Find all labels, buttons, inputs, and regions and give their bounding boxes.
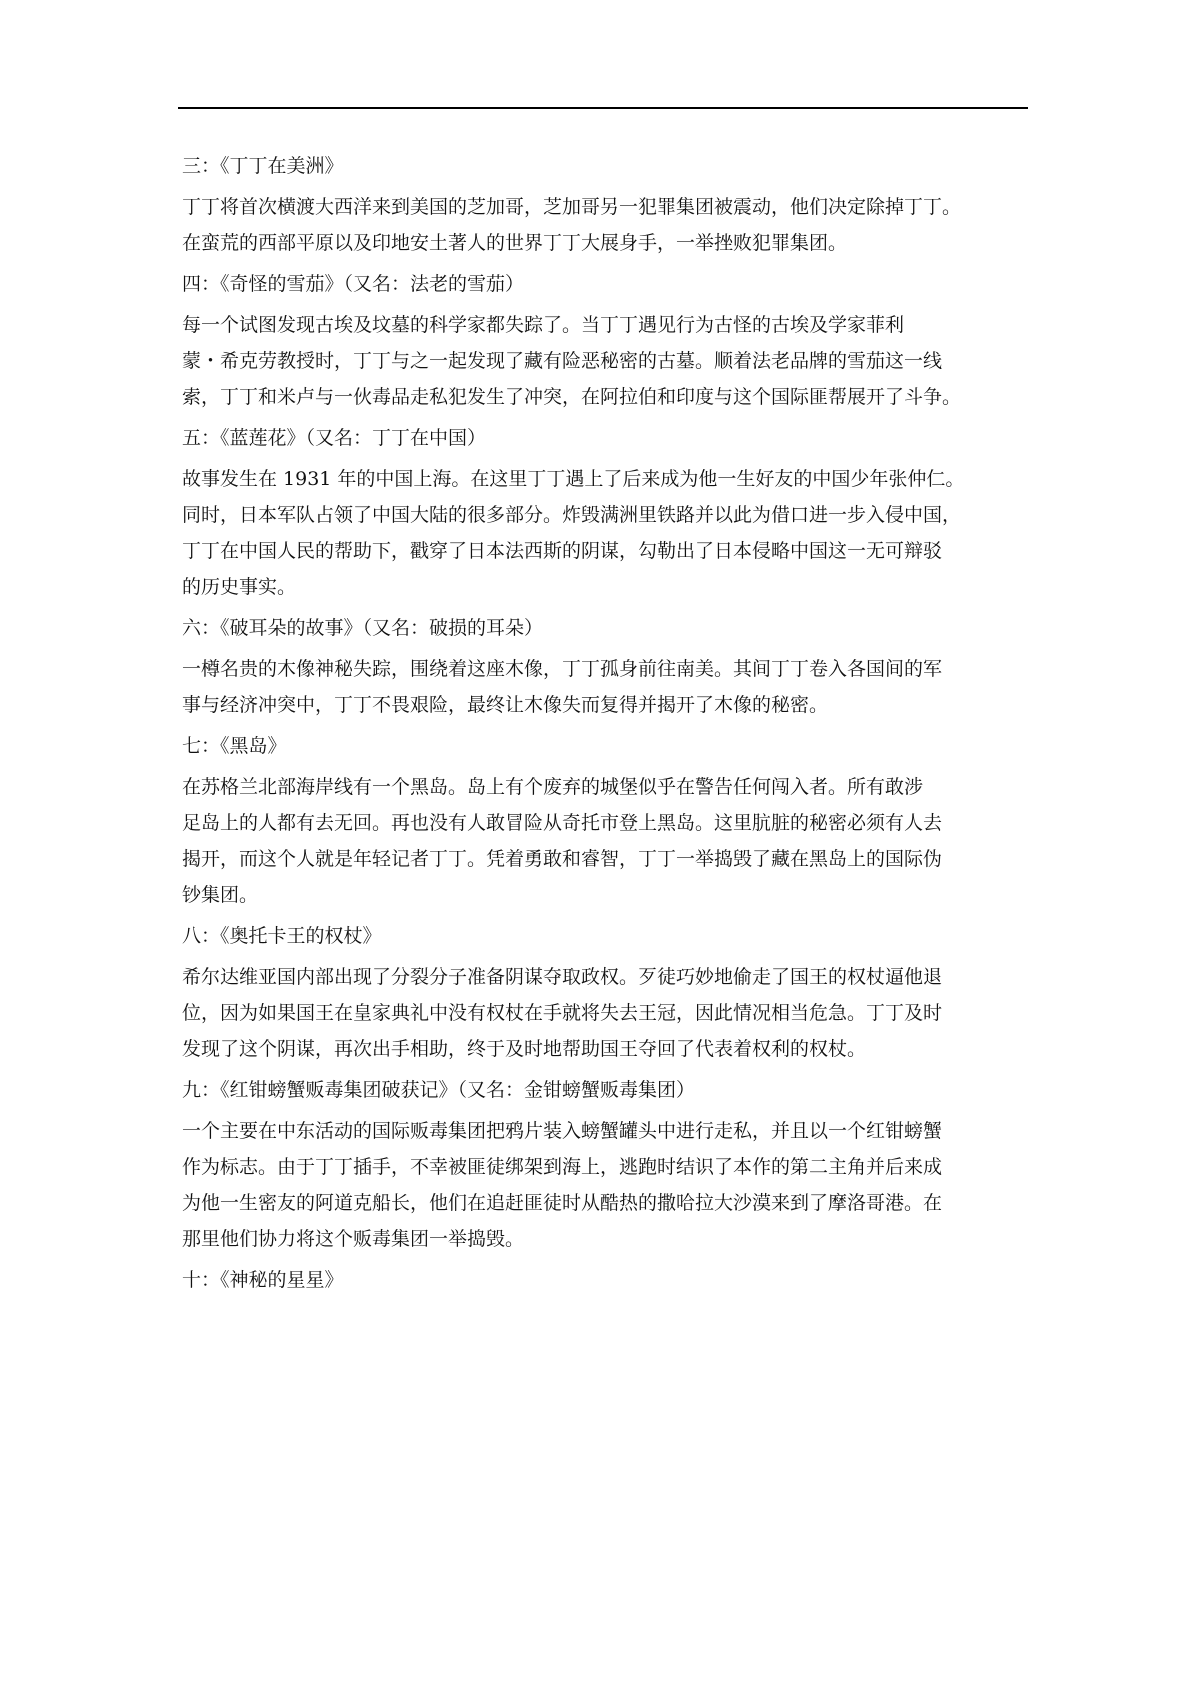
paragraph-line: 为他一生密友的阿道克船长，他们在追赶匪徒时从酷热的撒哈拉大沙漠来到了摩洛哥港。在 bbox=[182, 1192, 943, 1214]
section-title: 十：《神秘的星星》 bbox=[182, 1269, 344, 1291]
paragraph-line: 的历史事实。 bbox=[182, 576, 297, 598]
paragraph-line: 一个主要在中东活动的国际贩毒集团把鸦片装入螃蟹罐头中进行走私，并且以一个红钳螃蟹 bbox=[182, 1120, 943, 1142]
paragraph-line: 作为标志。由于丁丁插手，不幸被匪徒绑架到海上，逃跑时结识了本作的第二主角并后来成 bbox=[182, 1156, 943, 1178]
section-america bbox=[182, 148, 1028, 266]
paragraph-line: 丁丁在中国人民的帮助下，戳穿了日本法西斯的阴谋，勾勒出了日本侵略中国这一无可辩驳 bbox=[182, 540, 943, 562]
paragraph-line: 索，丁丁和米卢与一伙毒品走私犯发生了冲突，在阿拉伯和印度与这个国际匪帮展开了斗争。 bbox=[182, 386, 962, 408]
paragraph-line: 希尔达维亚国内部出现了分裂分子准备阴谋夺取政权。歹徒巧妙地偷走了国王的权杖逼他退 bbox=[182, 966, 943, 988]
section-cigars bbox=[182, 266, 1028, 420]
document-body bbox=[182, 148, 1028, 1298]
section-title: 四：《奇怪的雪茄》（又名：法老的雪茄） bbox=[182, 273, 525, 295]
paragraph-line: 蒙・希克劳教授时，丁丁与之一起发现了藏有险恶秘密的古墓。顺着法老品牌的雪茄这一线 bbox=[182, 350, 943, 372]
section-title: 五：《蓝莲花》（又名：丁丁在中国） bbox=[182, 427, 487, 449]
section-ottokar-sceptre bbox=[182, 918, 1028, 1072]
paragraph-line: 揭开，而这个人就是年轻记者丁丁。凭着勇敢和睿智，丁丁一举捣毁了藏在黑岛上的国际伪 bbox=[182, 848, 943, 870]
header-rule bbox=[178, 107, 1028, 109]
paragraph-line: 发现了这个阴谋，再次出手相助，终于及时地帮助国王夺回了代表着权利的权杖。 bbox=[182, 1038, 867, 1060]
paragraph-line: 那里他们协力将这个贩毒集团一举捣毁。 bbox=[182, 1228, 525, 1250]
section-title: 六：《破耳朵的故事》（又名：破损的耳朵） bbox=[182, 617, 544, 639]
section-crab-golden-claws bbox=[182, 1072, 1028, 1262]
paragraph-line: 在苏格兰北部海岸线有一个黑岛。岛上有个废弃的城堡似乎在警告任何闯入者。所有敢涉 bbox=[182, 776, 924, 798]
section-broken-ear bbox=[182, 610, 1028, 728]
section-title: 八：《奥托卡王的权杖》 bbox=[182, 925, 382, 947]
paragraph-line: 在蛮荒的西部平原以及印地安土著人的世界丁丁大展身手，一举挫败犯罪集团。 bbox=[182, 232, 848, 254]
section-blue-lotus bbox=[182, 420, 1028, 610]
paragraph-line: 一樽名贵的木像神秘失踪，围绕着这座木像，丁丁孤身前往南美。其间丁丁卷入各国间的军 bbox=[182, 658, 943, 680]
paragraph-line: 位，因为如果国王在皇家典礼中没有权杖在手就将失去王冠，因此情况相当危急。丁丁及时 bbox=[182, 1002, 943, 1024]
section-title: 三：《丁丁在美洲》 bbox=[182, 155, 344, 177]
section-title: 七：《黑岛》 bbox=[182, 735, 287, 757]
paragraph-line: 丁丁将首次横渡大西洋来到美国的芝加哥，芝加哥另一犯罪集团被震动，他们决定除掉丁丁。 bbox=[182, 196, 962, 218]
paragraph-line: 足岛上的人都有去无回。再也没有人敢冒险从奇托市登上黑岛。这里肮脏的秘密必须有人去 bbox=[182, 812, 943, 834]
paragraph-line: 事与经济冲突中，丁丁不畏艰险，最终让木像失而复得并揭开了木像的秘密。 bbox=[182, 694, 829, 716]
section-shooting-star bbox=[182, 1262, 1028, 1298]
section-title: 九：《红钳螃蟹贩毒集团破获记》（又名：金钳螃蟹贩毒集团） bbox=[182, 1079, 696, 1101]
paragraph-line: 同时，日本军队占领了中国大陆的很多部分。炸毁满洲里铁路并以此为借口进一步入侵中国， bbox=[182, 504, 962, 526]
section-black-island bbox=[182, 728, 1028, 918]
paragraph-line: 每一个试图发现古埃及坟墓的科学家都失踪了。当丁丁遇见行为古怪的古埃及学家菲利 bbox=[182, 314, 905, 336]
paragraph-line: 钞集团。 bbox=[182, 884, 259, 906]
paragraph-line: 故事发生在 1931 年的中国上海。在这里丁丁遇上了后来成为他一生好友的中国少年张仲仁。 bbox=[182, 468, 965, 490]
